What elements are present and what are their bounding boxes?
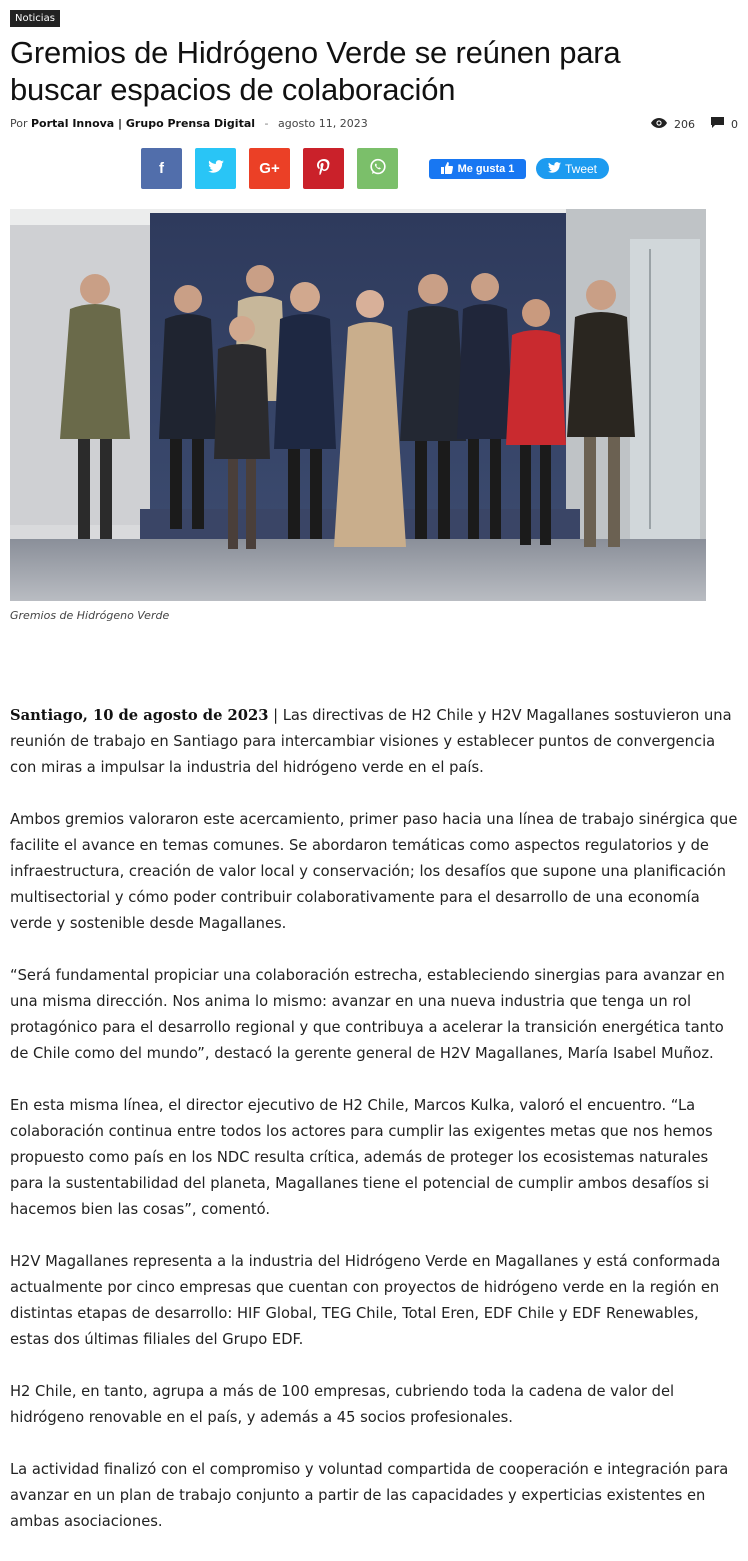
dateline: Santiago, 10 de agosto de 2023: [10, 707, 269, 724]
paragraph-4: En esta misma línea, el director ejecutivo de H2 Chile, Marcos Kulka, valoró el encuentro. “La colaboración continua entre todos los actores para cumplir las exigentes metas que nos hemos propuesto como país en los NDC resulta crítica, además de proteger los ecosistemas naturales para la sustentabilidad del planeta, Magallanes tiene el potencial de cumplir ambos desafíos si hacemos bien las cosas”, comentó.: [10, 1097, 713, 1218]
tweet-button[interactable]: [536, 158, 609, 179]
pinterest-icon: [317, 159, 331, 179]
twitter-bird-icon: [548, 162, 561, 176]
comments-count: 0: [731, 117, 738, 131]
googleplus-share-button[interactable]: [249, 148, 290, 189]
group-photo-illustration: [10, 209, 706, 601]
comments-stat[interactable]: [711, 117, 738, 132]
photo-caption: Gremios de Hidrógeno Verde: [10, 609, 170, 622]
pinterest-share-button[interactable]: [303, 148, 344, 189]
paragraph-3: “Será fundamental propiciar una colaboración estrecha, estableciendo sinergias para avanzar en una misma dirección. Nos anima lo mismo: avanzar en una nueva industria que tenga un rol protagónico para el desarrollo regional y que contribuya a acelerar la transición energética tanto de Chile como del mundo”, destacó la gerente general de H2V Magallanes, María Isabel Muñoz.: [10, 967, 725, 1062]
paragraph-1-text: | Las directivas de H2 Chile y H2V Magallanes sostuvieron una reunión de trabajo en Santiago para intercambiar visiones y establecer puntos de convergencia con miras a impulsar la industria del hidrógeno verde en el país.: [10, 707, 732, 776]
category-badge[interactable]: Noticias: [10, 10, 60, 27]
paragraph-6: H2 Chile, en tanto, agrupa a más de 100 empresas, cubriendo toda la cadena de valor del hidrógeno renovable en el país, y además a 45 socios profesionales.: [10, 1383, 675, 1426]
facebook-share-button[interactable]: [141, 148, 182, 189]
share-buttons: [141, 148, 398, 189]
facebook-like-button[interactable]: [429, 159, 526, 179]
article-stats: [651, 117, 738, 132]
whatsapp-icon: [369, 158, 387, 180]
thumbs-up-icon: [441, 162, 453, 177]
article-body: [10, 703, 738, 1561]
facebook-icon: f: [159, 160, 164, 177]
facebook-like-label: Me gusta 1: [457, 163, 515, 175]
paragraph-5: H2V Magallanes representa a la industria del Hidrógeno Verde en Magallanes y está conformada actualmente por cinco empresas que cuentan con proyectos de hidrógeno verde en la región en distintas etapas de desarrollo: HIF Global, TEG Chile, Total Eren, EDF Chile y EDF Renewables, estas dos últimas filiales del Grupo EDF.: [10, 1253, 721, 1348]
twitter-bird-icon: [208, 160, 224, 177]
paragraph-1: [10, 703, 738, 781]
paragraph-7: La actividad finalizó con el compromiso y voluntad compartida de cooperación e integración para avanzar en un plan de trabajo conjunto a partir de las capacidades y experticias existentes en ambas asociaciones.: [10, 1461, 729, 1530]
publish-date: agosto 11, 2023: [278, 117, 368, 130]
author-link[interactable]: Portal Innova | Grupo Prensa Digital: [31, 117, 256, 130]
googleplus-icon: G+: [259, 160, 280, 177]
tweet-label: Tweet: [564, 161, 597, 176]
eye-icon: [651, 118, 667, 132]
article-photo[interactable]: [10, 209, 706, 601]
article-title: Gremios de Hidrógeno Verde se reúnen para buscar espacios de colaboración: [10, 35, 621, 107]
whatsapp-share-button[interactable]: [357, 148, 398, 189]
meta-separator: -: [264, 117, 269, 130]
twitter-share-button[interactable]: [195, 148, 236, 189]
views-count: 206: [674, 117, 695, 131]
article-meta: [10, 117, 368, 131]
comment-icon: [711, 117, 724, 132]
views-stat: [651, 117, 695, 132]
by-label: Por: [10, 117, 28, 130]
paragraph-2: Ambos gremios valoraron este acercamiento, primer paso hacia una línea de trabajo sinérgica que facilite el avance en temas comunes. Se abordaron temáticas como aspectos regulatorios y de infraestructura, creación de valor local y conservación; los desafíos que supone una planificación multisectorial y cómo poder contribuir colaborativamente para el desarrollo de una economía verde y sostenible desde Magallanes.: [10, 811, 738, 932]
